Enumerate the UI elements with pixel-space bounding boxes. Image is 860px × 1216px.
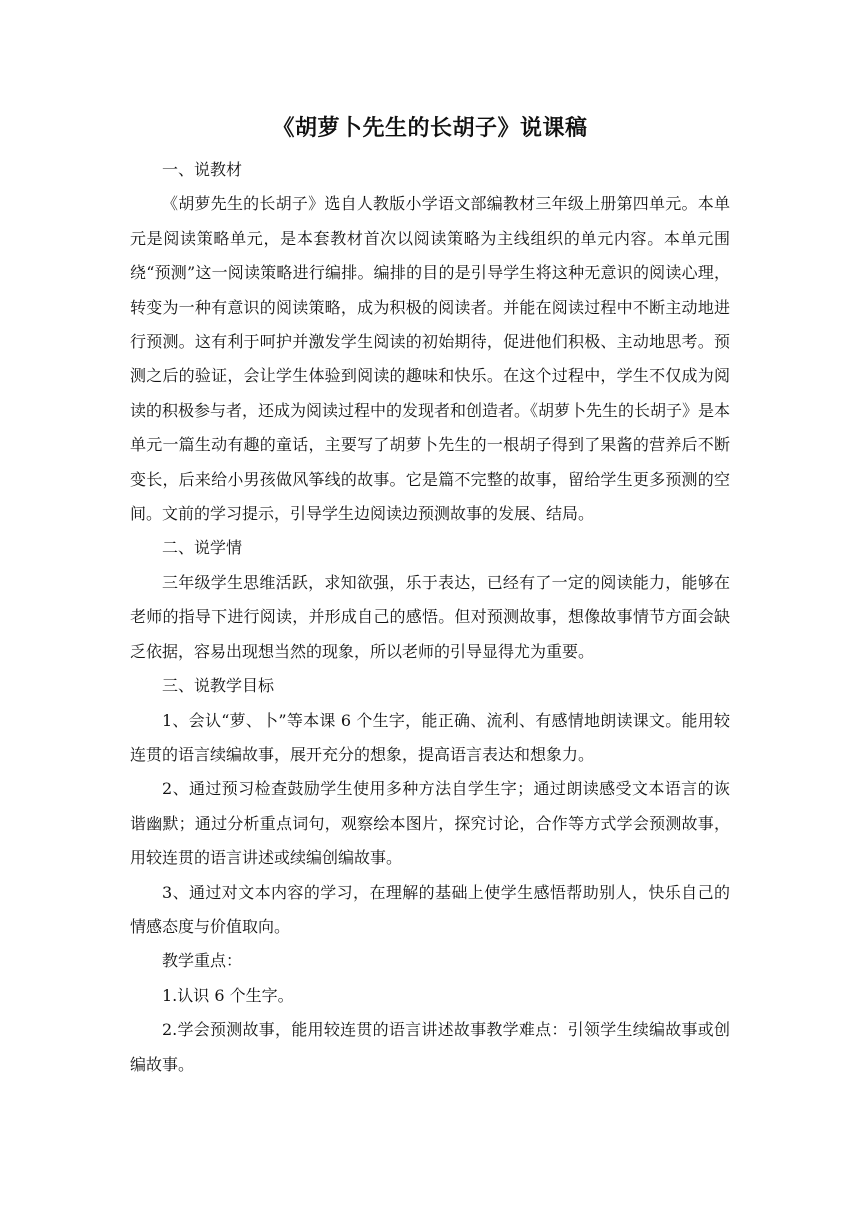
section-heading-teaching-material: 一、说教材 bbox=[162, 160, 243, 179]
goal-item-2: 2、通过预习检查鼓励学生使用多种方法自学生字；通过朗读感受文本语言的诙谐幽默；通过分析重点词句，观察绘本图片，探究讨论，合作等方式学会预测故事，用较连贯的语言讲述或续编创编故事。 bbox=[130, 779, 730, 868]
document-title: 《胡萝卜先生的长胡子》说课稿 bbox=[272, 115, 588, 141]
section-heading-teaching-goals: 三、说教学目标 bbox=[162, 676, 275, 696]
goal-item-1: 1、会认“萝、卜”等本课 6 个生字，能正确、流利、有感情地朗读课文。能用较连贯的语言续编故事，展开充分的想象，提高语言表达和想象力。 bbox=[130, 710, 730, 764]
section-heading-student-analysis: 二、说学情 bbox=[162, 538, 243, 558]
paragraph-student-analysis: 三年级学生思维活跃，求知欲强，乐于表达，已经有了一定的阅读能力，能够在老师的指导下进行阅读，并形成自己的感悟。但对预测故事，想像故事情节方面会缺乏依据，容易出现想当然的现象，所以老师的引导显得尤为重要。 bbox=[130, 572, 730, 661]
paragraph-teaching-material: 《胡萝先生的长胡子》选自人教版小学语文部编教材三年级上册第四单元。本单元是阅读策略单元，是本套教材首次以阅读策略为主线组织的单元内容。本单元围绕“预测”这一阅读策略进行编排。编排的目的是引导学生将这种无意识的阅读心理，转变为一种有意识的阅读策略，成为积极的阅读者。并能在阅读过程中不断主动地进行预测。这有利于呵护并激发学生阅读的初始期待，促进他们积极、主动地思考。预测之后的验证，会让学生体验到阅读的趣味和快乐。在这个过程中，学生不仅成为阅读的积极参与者，还成为阅读过程中的发现者和创造者。《胡萝卜先生的长胡子》是本单元一篇生动有趣的童话，主要写了胡萝卜先生的一根胡子得到了果酱的营养后不断变长，后来给小男孩做风筝线的故事。它是篇不完整的故事，留给学生更多预测的空间。文前的学习提示，引导学生边阅读边预测故事的发展、结局。 bbox=[130, 194, 731, 524]
key-point-1: 1.认识 6 个生字。 bbox=[162, 985, 294, 1005]
key-point-2: 2.学会预测故事，能用较连贯的语言讲述故事教学难点：引领学生续编故事或创编故事。 bbox=[130, 1020, 730, 1074]
document-body bbox=[130, 153, 730, 1082]
goal-item-3: 3、通过对文本内容的学习，在理解的基础上使学生感悟帮助别人，快乐自己的情感态度与价值取向。 bbox=[130, 882, 730, 936]
section-heading-key-points: 教学重点： bbox=[162, 951, 243, 971]
